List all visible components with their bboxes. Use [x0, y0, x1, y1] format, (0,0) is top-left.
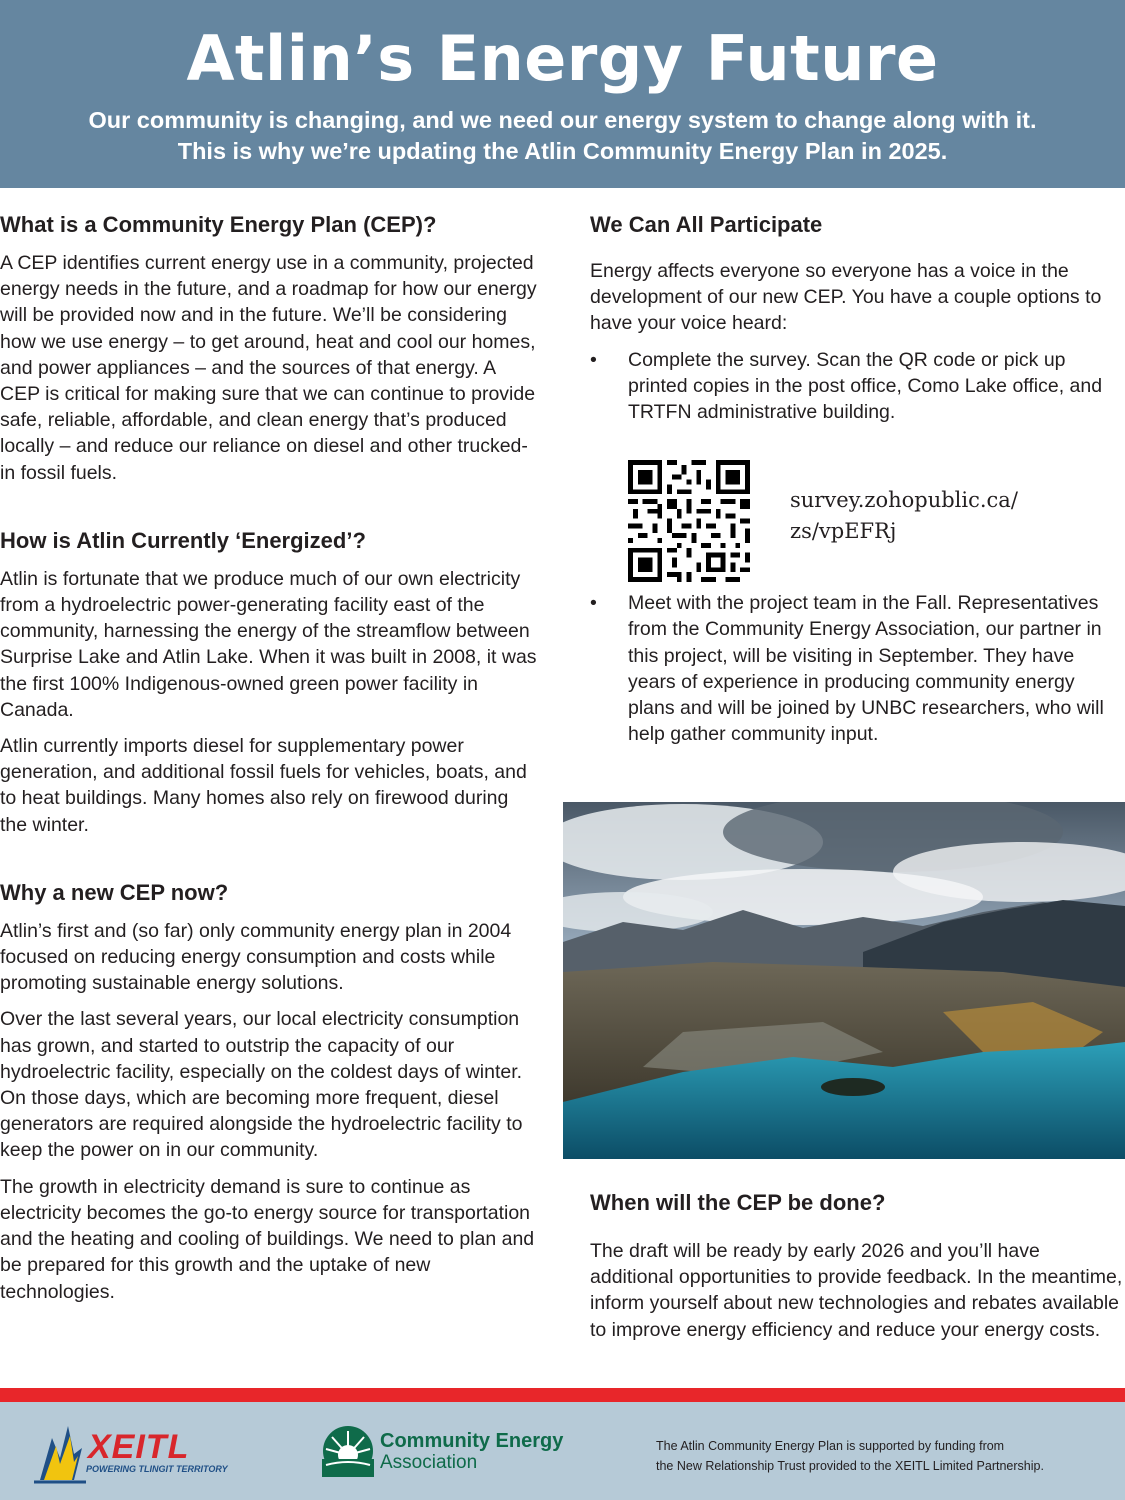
- bullet-meet-team: [590, 590, 1125, 747]
- funding-line-1: The Atlin Community Energy Plan is supported by funding from: [656, 1439, 1005, 1453]
- when-done-paragraph: The draft will be ready by early 2026 and you’ll have additional opportunities to provide feedback. In the meantime, inform yourself about new technologies and rebates available to improve energy efficiency and reduce your energy costs.: [590, 1240, 1123, 1341]
- bullet-survey: [590, 347, 1125, 426]
- cea-name: Community Energy: [380, 1430, 564, 1452]
- participate-paragraph: Energy affects everyone so everyone has a voice in the development of our new CEP. You have a couple options to have your voice heard:: [590, 260, 1102, 335]
- section-heading-when-done: When will the CEP be done?: [590, 1190, 886, 1215]
- funding-notice: [656, 1436, 1044, 1476]
- aerial-photo-atlin: [563, 802, 1125, 1159]
- survey-url-line-2: zs/vpEFRj: [790, 519, 897, 543]
- section-heading-why-new-cep: Why a new CEP now?: [0, 879, 229, 905]
- bullet-meet-team-text: Meet with the project team in the Fall. Representatives from the Community Energy Association, our partner in this project, will be visiting in September. They have years of experience in producing community energy plans and will be joined by UNBC researchers, who will help gather community input.: [628, 592, 1104, 746]
- community-energy-association-logo-icon: [322, 1425, 374, 1477]
- cea-association: Association: [380, 1452, 478, 1473]
- what-is-cep-paragraph: A CEP identifies current energy use in a community, projected energy needs in the future, and a roadmap for how our energy will be provided now and in the future. We’ll be considering how we use energy – to get around, heat and cool our homes, and power appliances – and the sources of that energy. A CEP is critical for making sure that we can continue to provide safe, reliable, affordable, and clean energy that’s produced locally – and reduce our reliance on diesel and other trucked-in fossil fuels.: [0, 252, 537, 484]
- section-heading-what-is-cep: What is a Community Energy Plan (CEP)?: [0, 212, 437, 237]
- subtitle-line-1: Our community is changing, and we need our energy system to change along with it.: [88, 107, 1037, 133]
- why-new-cep-paragraph-3: The growth in electricity demand is sure to continue as electricity becomes the go-to energy source for transportation and the heating and cooling of buildings. We need to plan and be prepared for this growth and the uptake of new technologies.: [0, 1175, 535, 1303]
- subtitle-line-2: This is why we’re updating the Atlin Community Energy Plan in 2025.: [177, 138, 948, 164]
- energized-paragraph-2: Atlin currently imports diesel for supplementary power generation, and additional fossil fuels for vehicles, boats, and to heat buildings. Many homes also rely on firewood during the winter.: [0, 735, 527, 836]
- section-heading-energized: How is Atlin Currently ‘Energized’?: [0, 527, 366, 553]
- xeitl-tagline: POWERING TLINGIT TERRITORY: [86, 1464, 228, 1474]
- bullet-survey-text: Complete the survey. Scan the QR code or pick up printed copies in the post office, Como Lake office, and TRTFN administrative building.: [628, 348, 1103, 424]
- bullet-dot: •: [590, 348, 597, 371]
- why-new-cep-paragraph-2: Over the last several years, our local electricity consumption has grown, and started to outstrip the capacity of our hydroelectric facility, especially on the coldest days of winter. On those days, which are becoming more frequent, diesel generators are required alongside the hydroelectric facility to keep the power on in our community.: [0, 1008, 523, 1162]
- header-banner: [0, 0, 1125, 188]
- section-heading-participate: We Can All Participate: [590, 212, 823, 237]
- funding-line-2: the New Relationship Trust provided to the XEITL Limited Partnership.: [656, 1459, 1044, 1473]
- energized-paragraph-1: Atlin is fortunate that we produce much of our own electricity from a hydroelectric power-generating facility east of the community, harnessing the energy of the streamflow between Surprise Lake and Atlin Lake. When it was built in 2008, it was the first 100% Indigenous-owned green power facility in Canada.: [0, 567, 537, 721]
- xeitl-name: XEITL: [88, 1428, 190, 1466]
- survey-url-line-1: survey.zohopublic.ca/: [790, 488, 1018, 512]
- footer-red-bar: [0, 1388, 1125, 1402]
- left-column: [0, 212, 540, 1305]
- survey-qr-code[interactable]: [628, 460, 750, 582]
- page-title: Atlin’s Energy Future: [186, 22, 939, 95]
- page-subtitle: [0, 105, 1125, 167]
- why-new-cep-paragraph-1: Atlin’s first and (so far) only community energy plan in 2004 focused on reducing energy consumption and costs while promoting sustainable energy solutions.: [0, 919, 512, 995]
- bullet-dot: •: [590, 592, 597, 615]
- survey-url[interactable]: [790, 485, 1018, 547]
- right-column-bottom: [590, 1190, 1125, 1343]
